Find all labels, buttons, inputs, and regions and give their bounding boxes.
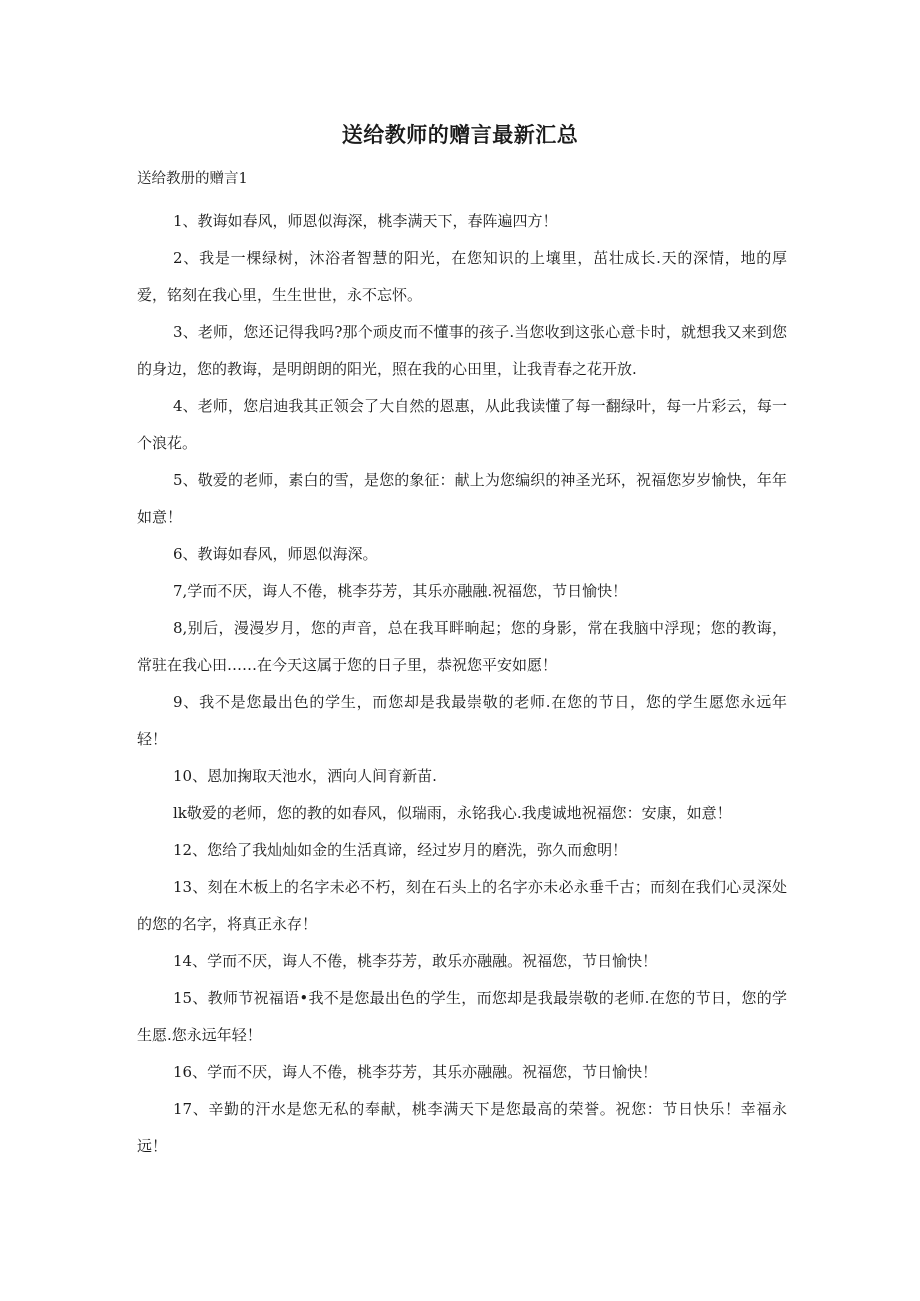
paragraph: 15、教师节祝福语•我不是您最出色的学生，而您却是我最崇敬的老师.在您的节日，您的学生愿.您永远年轻！ <box>137 989 787 1044</box>
paragraph: 5、敬爱的老师，素白的雪，是您的象征：献上为您编织的神圣光环，祝福您岁岁愉快，年年如意！ <box>137 471 787 526</box>
section-heading: 送给教册的赠言1 <box>137 171 248 187</box>
document-title: 送给教师的赠言最新汇总 <box>341 123 579 147</box>
paragraph: 4、老师，您启迪我其正领会了大自然的恩惠，从此我读懂了每一翻绿叶，每一片彩云，每一个浪花。 <box>137 397 787 452</box>
paragraph: 16、学而不厌，诲人不倦，桃李芬芳，其乐亦融融。祝福您，节日愉快！ <box>173 1063 658 1081</box>
paragraph: 10、恩加掬取天池水，洒向人间育新苗. <box>173 767 437 785</box>
paragraph: 2、我是一棵绿树，沐浴者智慧的阳光，在您知识的上壤里，茁壮成长.天的深情，地的厚爱，铭刻在我心里，生生世世，永不忘怀。 <box>137 249 787 304</box>
paragraph: 13、刻在木板上的名字未必不朽，刻在石头上的名字亦未必永垂千古；而刻在我们心灵深处的您的名字，将真正永存！ <box>137 878 787 933</box>
paragraph: 7,学而不厌，诲人不倦，桃李芬芳，其乐亦融融.祝福您，节日愉快！ <box>173 582 628 600</box>
paragraph: lk敬爱的老师，您的教的如春风，似瑞雨，永铭我心.我虔诚地祝福您：安康，如意！ <box>173 804 732 822</box>
paragraph: 9、我不是您最出色的学生，而您却是我最崇敬的老师.在您的节日，您的学生愿您永远年轻！ <box>137 693 787 748</box>
paragraph: 6、教诲如春风，师恩似海深。 <box>173 545 378 563</box>
paragraph: 8,别后，漫漫岁月，您的声音，总在我耳畔晌起；您的身影，常在我脑中浮现；您的教诲，常驻在我心田……在今天这属于您的日子里，恭祝您平安如愿！ <box>137 619 787 674</box>
paragraph: 3、老师，您还记得我吗?那个顽皮而不懂事的孩子.当您收到这张心意卡时，就想我又来到您的身边，您的教诲，是明朗朗的阳光，照在我的心田里，让我青春之花开放. <box>137 323 787 378</box>
paragraph: 14、学而不厌，诲人不倦，桃李芬芳，敢乐亦融融。祝福您，节日愉快！ <box>173 952 658 970</box>
document-body <box>137 203 787 1165</box>
paragraph: 12、您给了我灿灿如金的生活真谛，经过岁月的磨洗，弥久而愈明！ <box>173 841 628 859</box>
paragraph: 1、教诲如春风，师恩似海深，桃李满天下，春阵遍四方！ <box>173 212 558 230</box>
paragraph: 17、辛勤的汗水是您无私的奉献，桃李满天下是您最高的荣誉。祝您：节日快乐！幸福永远！ <box>137 1100 787 1155</box>
